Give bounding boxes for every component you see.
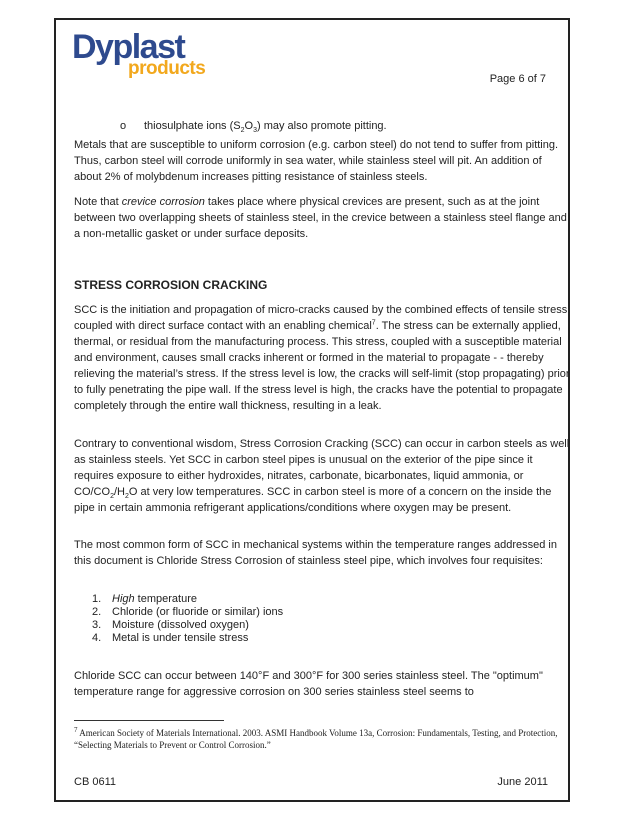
list-item [92, 593, 283, 606]
list-text: Metal is under tensile stress [112, 632, 249, 644]
list-text: temperature [134, 593, 197, 605]
p2-post: takes place where physical crevices are present, such as at the joint between two overlapping sheets of stainless steel, in the crevice between a stainless steel flange and a non-metallic gasket or under surface deposits. [74, 196, 567, 240]
dyplast-logo [72, 28, 206, 79]
list-item [92, 606, 283, 619]
p4-post: O at very low temperatures. SCC in carbon steel is more of a concern on the inside the pipe in certain ammonia refrigerant applications/conditions where oxygen may be present. [74, 486, 552, 514]
list-emphasis: High [112, 593, 135, 605]
list-number: 4. [92, 632, 102, 644]
bullet-sub-2: 3 [253, 127, 257, 135]
paragraph-crevice-corrosion [74, 194, 570, 242]
p4-pre: Contrary to conventional wisdom, Stress Corrosion Cracking (SCC) can occur in carbon steels as well as stainless steels. Yet SCC in carbon steel pipes is unusual on the exterior of the pipe since it requires exposure to either hydroxides, nitrates, carbonate, bicarbonates, liquid ammonia, or CO/CO [74, 438, 570, 498]
footer-date: June 2011 [497, 776, 548, 788]
footnote-divider [74, 720, 224, 721]
list-number: 3. [92, 619, 102, 631]
paragraph-chloride-scc-intro: The most common form of SCC in mechanical systems within the temperature ranges addressed in this document is Chloride Stress Corrosion of stainless steel pipe, which involves four requisites: [74, 539, 557, 567]
paragraph-scc-definition [74, 302, 570, 414]
paragraph-chloride-temperature: Chloride SCC can occur between 140°F and 300°F for 300 series stainless steel. The "optimum" temperature range for aggressive corrosion on 300 series stainless steel seems to [74, 670, 543, 698]
list-number: 2. [92, 606, 102, 618]
section-heading: STRESS CORROSION CRACKING [74, 278, 268, 292]
p4-mid: /H [113, 486, 125, 498]
bullet-text-mid: O [244, 120, 254, 132]
list-text: Chloride (or fluoride or similar) ions [112, 606, 284, 618]
logo-wordmark-bottom: products [128, 58, 206, 79]
bullet-text-post: ) may also promote pitting. [257, 120, 387, 132]
list-item [92, 632, 283, 645]
list-number: 1. [92, 593, 102, 605]
footnote-text: American Society of Materials International. 2003. ASMI Handbook Volume 13a, Corrosion: Fundamentals, Testing, and Protection, “Selecting Materials to Prevent or Control Corrosion.” [74, 728, 558, 750]
p4-sub-2: 2 [124, 493, 129, 501]
p3-footnote-ref: 7 [371, 319, 376, 327]
p3-pre: SCC is the initiation and propagation of micro-cracks caused by the combined effects of tensile stress coupled with direct surface contact with an enabling chemical [74, 304, 568, 332]
footnote [74, 727, 570, 751]
list-text: Moisture (dissolved oxygen) [112, 619, 249, 631]
list-item [92, 619, 283, 632]
paragraph-uniform-corrosion: Metals that are susceptible to uniform corrosion (e.g. carbon steel) do not tend to suffer from pitting. Thus, carbon steel will corrode uniformly in sea water, while stainless steel will pit. An addition of about 2% of molybdenum increases pitting resistance of stainless steels. [74, 139, 559, 183]
paragraph-carbon-steel-scc [74, 436, 570, 516]
p2-emphasis: crevice corrosion [121, 196, 205, 208]
p4-sub-1: 2 [110, 493, 114, 501]
bullet-text-pre: thiosulphate ions (S [144, 120, 241, 132]
page-number: Page 6 of 7 [489, 73, 546, 85]
bullet-mark: o [120, 120, 127, 132]
logo-wordmark-top: Dyplast [72, 28, 185, 66]
footnote-number: 7 [74, 726, 78, 734]
requisites-list [92, 593, 283, 645]
bullet-sub-1: 2 [240, 127, 245, 135]
bullet-item [120, 120, 387, 135]
p3-post: . The stress can be externally applied, thermal, or residual from the manufacturing process. This stress, coupled with a susceptible material and environment, causes small cracks inherent or formed in the material to propagate - - thereby relieving the material’s stress. If the stress level is low, the cracks will self-limit (stop propagating) prior to fully penetrating the pipe wall. If the stress level is high, the cracks have the potential to propagate completely through the entire wall thickness, resulting in a leak. [74, 320, 570, 412]
p2-pre: Note that [74, 196, 122, 208]
footer-doc-code: CB 0611 [74, 776, 116, 788]
